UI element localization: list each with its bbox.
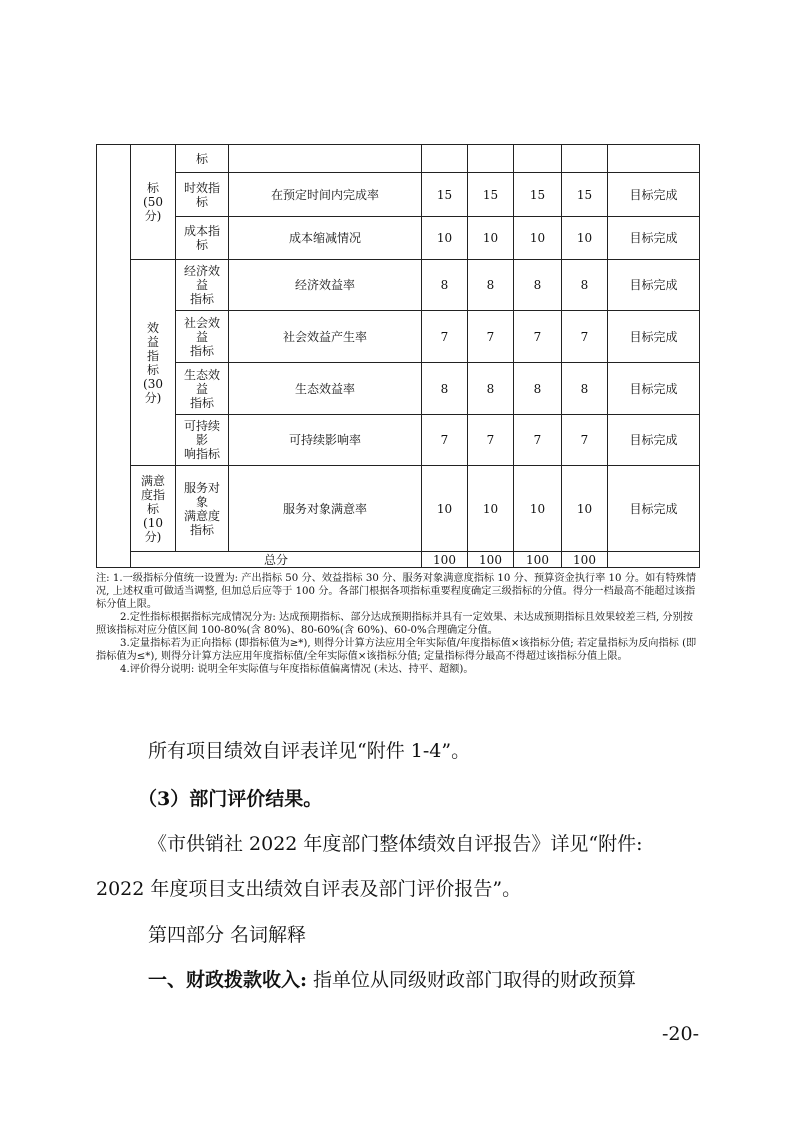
table-cell: 8: [514, 260, 562, 311]
table-cell: 10: [514, 217, 562, 260]
table-cell: 在预定时间内完成率: [229, 173, 422, 217]
table-row: [97, 260, 700, 311]
table-cell: 生态效 益 指标: [176, 363, 229, 415]
table-cell: [229, 145, 422, 173]
group-label-output: 标 (50 分): [131, 145, 176, 260]
table-cell: 100: [422, 552, 468, 568]
table-cell: [608, 552, 700, 568]
performance-table: [96, 144, 700, 568]
part-heading: 第四部分 名词解释: [148, 924, 307, 946]
table-notes: [96, 572, 701, 676]
table-cell: 7: [468, 415, 514, 466]
table-row: [97, 415, 700, 466]
table-cell: 7: [514, 415, 562, 466]
paragraph-report-line2: 2022 年度项目支出绩效自评表及部门评价报告”。: [96, 878, 522, 900]
table-cell: 可持续影响率: [229, 415, 422, 466]
table-cell: 目标完成: [608, 260, 700, 311]
table-cell: 目标完成: [608, 415, 700, 466]
term-text: 指单位从同级财政部门取得的财政预算: [307, 969, 637, 991]
table-cell: 社会效益产生率: [229, 311, 422, 363]
paragraph-report-line1: 《市供销社 2022 年度部门整体绩效自评报告》详见“附件:: [148, 833, 643, 855]
table-cell: 生态效益率: [229, 363, 422, 415]
table-cell: 100: [468, 552, 514, 568]
table-cell: [422, 145, 468, 173]
table-cell: 服务对 象 满意度 指标: [176, 466, 229, 552]
table-cell: 100: [514, 552, 562, 568]
table-cell: 10: [468, 217, 514, 260]
table-row: [97, 466, 700, 552]
table-cell: 10: [468, 466, 514, 552]
group-label-satisfaction: 满意 度指 标 (10 分): [131, 466, 176, 552]
table-cell: 15: [562, 173, 608, 217]
table-cell: [562, 145, 608, 173]
table-cell: 社会效 益 指标: [176, 311, 229, 363]
table-cell: 10: [514, 466, 562, 552]
table-cell: 100: [562, 552, 608, 568]
table-cell: 服务对象满意率: [229, 466, 422, 552]
table-cell: 经济效 益 指标: [176, 260, 229, 311]
table-cell: 10: [562, 466, 608, 552]
table-cell: 目标完成: [608, 173, 700, 217]
table-cell: 7: [468, 311, 514, 363]
table-row: [97, 217, 700, 260]
table-cell: 8: [562, 363, 608, 415]
total-row: [97, 552, 700, 568]
table-cell: 8: [514, 363, 562, 415]
note-3: 3.定量指标若为正向指标 (即指标值为≥*), 则得分计算方法应用全年实际值/年度指标值×该指标分值; 若定量指标为反向指标 (即指标值为≤*), 则得分计算方法应用年度指标值/全年实际值×该指标分值; 定量指标得分最高不得超过该指标分值上限。: [96, 638, 697, 662]
table-cell: 8: [468, 363, 514, 415]
table-cell: 成本指 标: [176, 217, 229, 260]
table-cell: [608, 145, 700, 173]
table-row: [97, 363, 700, 415]
table-cell: 7: [422, 415, 468, 466]
term-definition: [148, 965, 768, 992]
table-cell: 7: [562, 415, 608, 466]
page-number: -20-: [661, 1023, 699, 1045]
table-cell: 8: [468, 260, 514, 311]
table-cell: 可持续 影 响指标: [176, 415, 229, 466]
table-cell: 7: [514, 311, 562, 363]
table-cell: 7: [562, 311, 608, 363]
group-label-benefit: 效 益 指 标 (30 分): [131, 260, 176, 466]
table-cell: 成本缩减情况: [229, 217, 422, 260]
table-cell: 7: [422, 311, 468, 363]
table-cell: 15: [468, 173, 514, 217]
term-label: 一、财政拨款收入:: [148, 969, 308, 991]
table-cell: 10: [422, 466, 468, 552]
table-cell: 15: [422, 173, 468, 217]
table-cell: 目标完成: [608, 311, 700, 363]
table-row: [97, 311, 700, 363]
table-cell: 8: [422, 363, 468, 415]
table-cell: 15: [514, 173, 562, 217]
paragraph-attachment: 所有项目绩效自评表详见“附件 1-4”。: [148, 740, 471, 762]
table-cell: 标: [176, 145, 229, 173]
note-2: 2.定性指标根据指标完成情况分为: 达成预期指标、部分达成预期指标并具有一定效果、未达成预期指标且效果较差三档, 分别按照该指标对应分值区间 100-80%(含 80%)、80-60%(含 60%)、60-0%合理确定分值。: [96, 612, 693, 636]
section-heading-3: （3）部门评价结果。: [138, 788, 323, 810]
table-cell: 目标完成: [608, 363, 700, 415]
table-cell: 8: [422, 260, 468, 311]
table-cell: 目标完成: [608, 466, 700, 552]
table-cell: [97, 145, 131, 568]
table-cell: [514, 145, 562, 173]
note-4: 4.评价得分说明: 说明全年实际值与年度指标值偏离情况 (未达、持平、超额)。: [120, 664, 474, 675]
table-cell: [468, 145, 514, 173]
table-cell: 10: [422, 217, 468, 260]
table-row: [97, 173, 700, 217]
table-cell: 经济效益率: [229, 260, 422, 311]
note-1: 注: 1.一级指标分值统一设置为: 产出指标 50 分、效益指标 30 分、服务对象满意度指标 10 分、预算资金执行率 10 分。如有特殊情况, 上述权重可做适当调整, 但加总后应等于 100 分。各部门根据各项指标重要程度确定三级指标的分值。得分一档最高不能超过该指标分值上限。: [96, 573, 697, 610]
table-cell: 目标完成: [608, 217, 700, 260]
table-row: [97, 145, 700, 173]
table-cell: 8: [562, 260, 608, 311]
table-cell: 10: [562, 217, 608, 260]
total-label: 总分: [131, 552, 422, 568]
table-cell: 时效指 标: [176, 173, 229, 217]
